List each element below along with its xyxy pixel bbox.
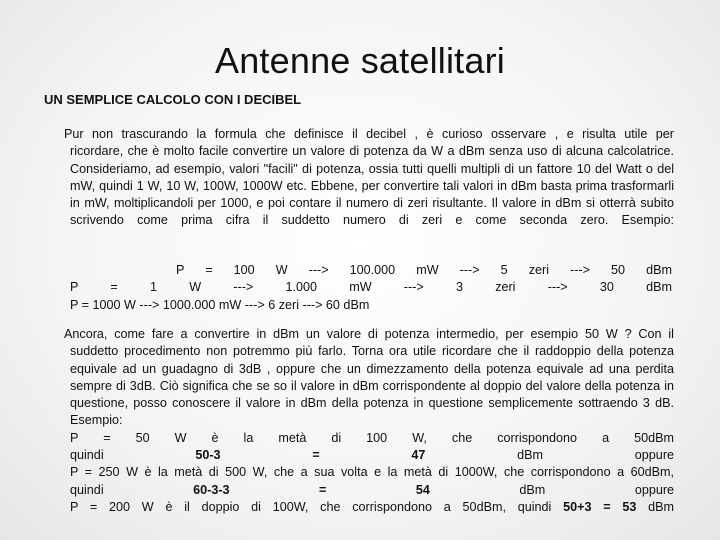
example-line-1w: P = 1 W ---> 1.000 mW ---> 3 zeri ---> 30 dBm	[70, 280, 672, 295]
calc-unit: dBm	[519, 482, 546, 497]
intro-body: ricordare, che è molto facile convertire un valore di potenza da W a dBm senza uso di alcuna calcolatrice. Consideriamo, ad esempio, valori "facili" di potenza, ossia tutti quelli multipli di un fattore 10 del Watt o del mW, quindi 1 W, 10 W, 100W, 1000W etc. Ebbene, per convertire tali valori in dBm basta prima trasformarli in mW, moltiplicandoli per 1000, e poi contare il numero di zeri risultante. Il valore in dBm si otterrà subito scrivendo come prima cifra il suddetto numero di zeri e come seconda zero. Esempio:	[70, 144, 674, 228]
intermediate-paragraph	[64, 326, 674, 516]
section-subtitle: UN SEMPLICE CALCOLO CON I DECIBEL	[44, 92, 302, 107]
quindi-word: quindi	[70, 448, 104, 463]
calc-expression: 50-3	[195, 448, 221, 463]
line-200w-text: P = 200 W è il doppio di 100W, che corrispondono a 50dBm, quindi	[70, 499, 552, 514]
example-line-100w: P = 100 W ---> 100.000 mW ---> 5 zeri ---> 50 dBm	[176, 263, 672, 277]
example-block	[70, 262, 672, 314]
intermediate-body	[64, 343, 674, 516]
example-line-250w: P = 250 W è la metà di 500 W, che a sua volta e la metà di 1000W, che corrispondono a 60dBm,	[70, 465, 674, 480]
line-200w-calc: 50+3 = 53	[563, 499, 637, 514]
example-line-1000w: P = 1000 W ---> 1000.000 mW ---> 6 zeri ---> 60 dBm	[70, 297, 370, 312]
quindi-line-2	[70, 482, 674, 499]
intro-paragraph	[64, 126, 674, 230]
example-line-200w	[70, 499, 674, 516]
oppure-word: oppure	[634, 482, 675, 497]
quindi-word: quindi	[70, 482, 104, 497]
slide-title: Antenne satellitari	[215, 40, 505, 81]
intermediate-first-line: Ancora, come fare a convertire in dBm un valore di potenza intermedio, per esempio 50 W ? Con il	[64, 327, 674, 341]
example-line-50w: P = 50 W è la metà di 100 W, che corrispondono a 50dBm	[70, 430, 674, 445]
calc-unit: dBm	[517, 448, 544, 463]
intro-first-line: Pur non trascurando la formula che definisce il decibel , è curioso osservare , e risulta utile per	[64, 127, 674, 141]
intermediate-explanation: suddetto procedimento non potremmo più farlo. Torna ora utile ricordare che il raddoppio della potenza equivale ad un guadagno di 3dB , oppure che un dimezzamento della potenza equivale ad una perdita sempre di 3dB. Ciò significa che se so il valore in dBm corrispondente al doppio del valore della potenza in questione, posso conoscere il valore in dBm della potenza in questione semplicemente sottraendo 3 dB. Esempio:	[70, 344, 674, 428]
oppure-word: oppure	[634, 448, 675, 463]
calc-expression: 60-3-3	[193, 482, 230, 497]
calc-result: 54	[415, 482, 430, 497]
quindi-line-1	[70, 447, 674, 464]
calc-equals: =	[312, 448, 320, 463]
calc-result: 47	[411, 448, 426, 463]
calc-equals: =	[319, 482, 327, 497]
line-200w-unit: dBm	[648, 499, 675, 514]
